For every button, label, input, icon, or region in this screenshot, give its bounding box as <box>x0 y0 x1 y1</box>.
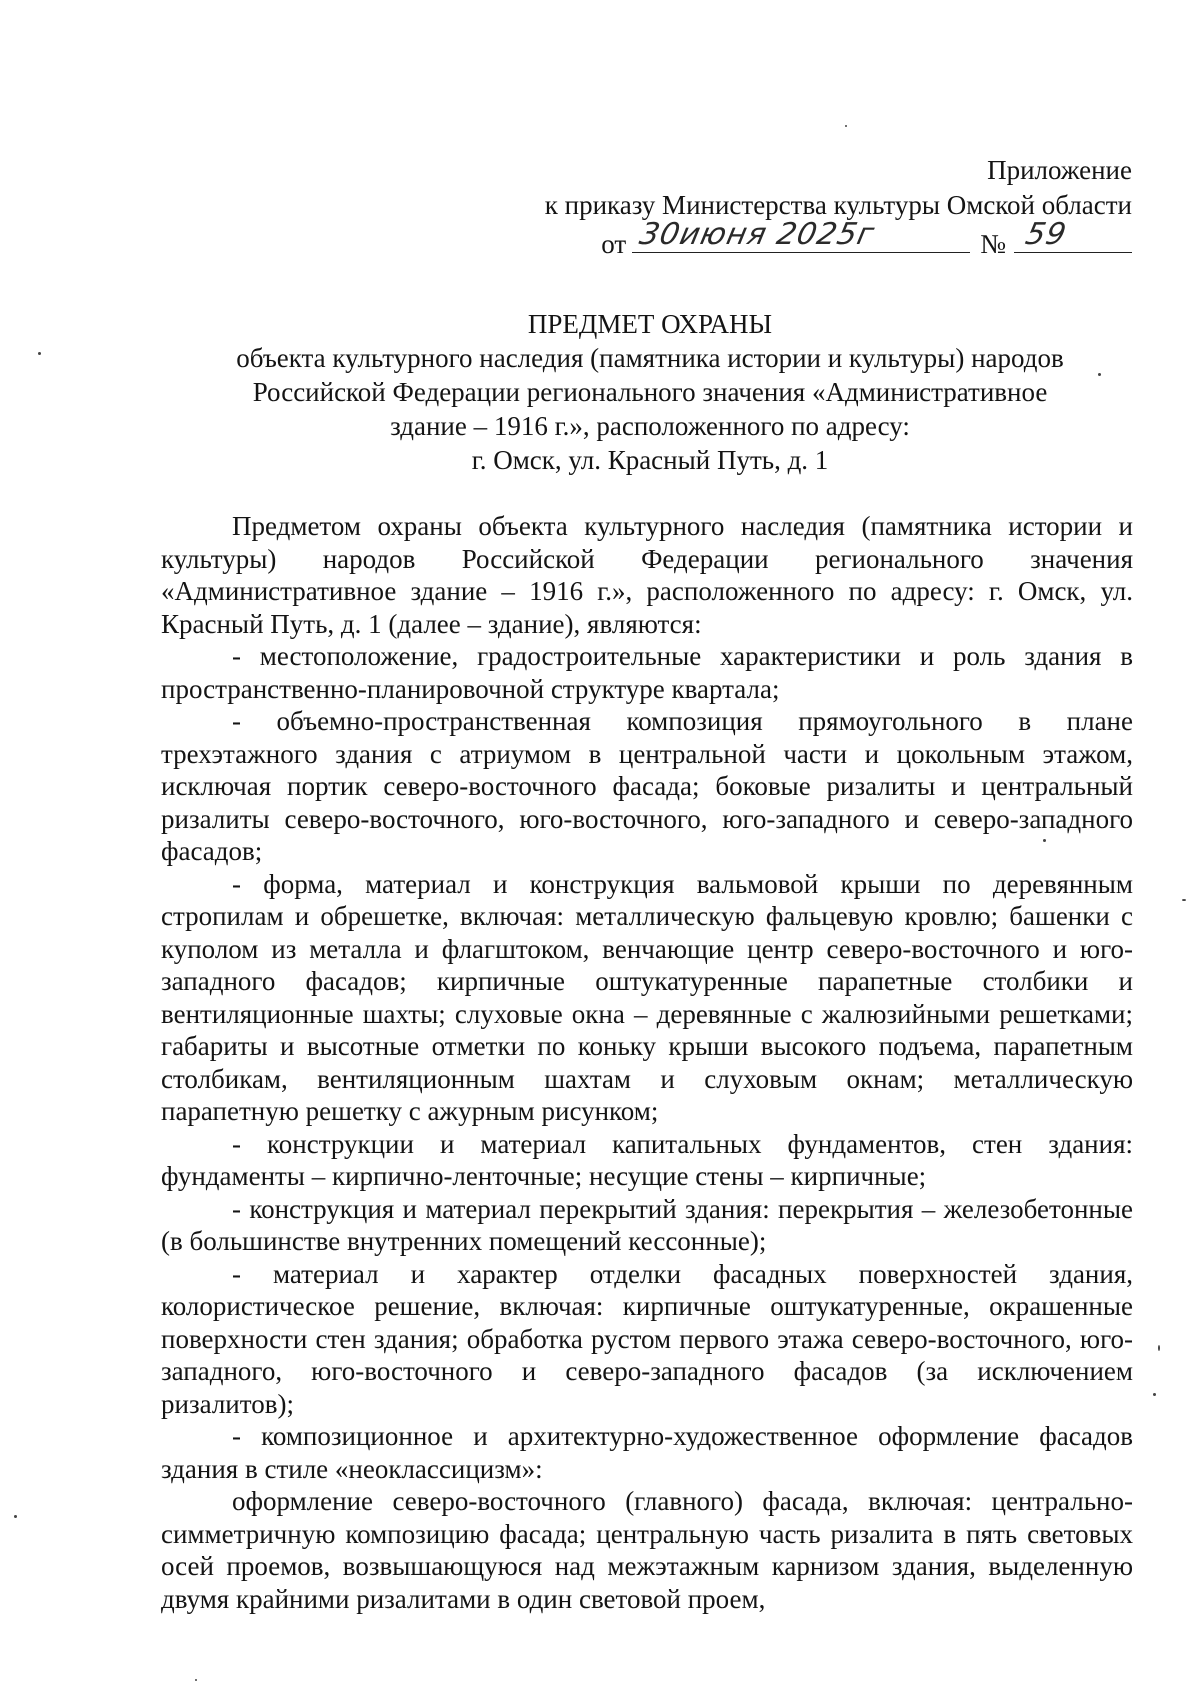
document-body <box>161 510 1133 1615</box>
item-location: - местоположение, градостроительные характеристики и роль здания в пространственно-планировочной структуре квартала; <box>161 641 1133 704</box>
from-label: от <box>601 229 627 259</box>
document-title <box>160 307 1140 477</box>
item-volume-composition: - объемно-пространственная композиция прямоугольного в плане трехэтажного здания с атриумом в центральной части и цокольным этажом, исключая портик северо-восточного фасада; боковые ризалиты и центральный ризалиты северо-восточного, юго-восточного, юго-западного и северо-западного фасадов; <box>161 706 1133 866</box>
northeast-facade-paragraph: оформление северо-восточного (главного) фасада, включая: центрально-симметричную композицию фасада; центральную часть ризалита в пять световых осей проемов, возвышающуюся над межэтажным карнизом здания, выделенную двумя крайними ризалитами в один световой проем, <box>161 1486 1133 1614</box>
item-facade-design: - композиционное и архитектурно-художественное оформление фасадов здания в стиле «неоклассицизм»: <box>161 1421 1133 1484</box>
order-date-number-line <box>545 217 1132 262</box>
number-label: № <box>980 229 1006 259</box>
item-roof: - форма, материал и конструкция вальмовой крыши по деревянным стропилам и обрешетке, включая: металлическую фальцевую кровлю; башенки с куполом из металла и флагштоком, венчающие центр северо-восточного и юго-западного фасадов; кирпичные оштукатуренные парапетные столбики и вентиляционные шахты; слуховые окна – деревянные с жалюзийными решетками; габариты и высотные отметки по коньку крыши высокого подъема, парапетным столбикам, вентиляционным шахтам и слуховым окнам; металлическую парапетную решетку с ажурным рисунком; <box>161 868 1133 1126</box>
handwritten-number: 59 <box>1022 217 1071 252</box>
order-reference: к приказу Министерства культуры Омской области <box>544 190 1132 220</box>
appendix-label: Приложение <box>987 155 1132 185</box>
item-facade-finish: - материал и характер отделки фасадных поверхностей здания, колористическое решение, включая: кирпичные оштукатуренные, окрашенные поверхности стен здания; обработка рустом первого этажа северо-восточного, юго-западного, юго-восточного и северо-западного фасадов (за исключением ризалитов); <box>161 1258 1133 1419</box>
title-line-1: объекта культурного наследия (памятника истории и культуры) народов <box>236 343 1064 373</box>
title-line-2: Российской Федерации регионального значения «Административное <box>252 377 1048 407</box>
title-heading: ПРЕДМЕТ ОХРАНЫ <box>527 309 773 339</box>
number-blank <box>1014 217 1132 253</box>
title-line-3: здание – 1916 г.», расположенного по адресу: <box>390 411 910 441</box>
item-foundations-walls: - конструкции и материал капитальных фундаментов, стен здания: фундаменты – кирпично-ленточные; несущие стены – кирпичные; <box>161 1128 1133 1191</box>
intro-paragraph: Предметом охраны объекта культурного наследия (памятника истории и культуры) народов Российской Федерации регионального значения «Административное здание – 1916 г.», расположенного по адресу: г. Омск, ул. Красный Путь, д. 1 (далее – здание), являются: <box>161 511 1133 639</box>
item-floors: - конструкция и материал перекрытий здания: перекрытия – железобетонные (в большинстве внутренних помещений кессонные); <box>161 1193 1133 1256</box>
appendix-header <box>545 153 1132 262</box>
date-blank <box>632 217 970 253</box>
title-line-4: г. Омск, ул. Красный Путь, д. 1 <box>471 445 829 475</box>
handwritten-date: 30июня 2025г <box>636 217 879 252</box>
